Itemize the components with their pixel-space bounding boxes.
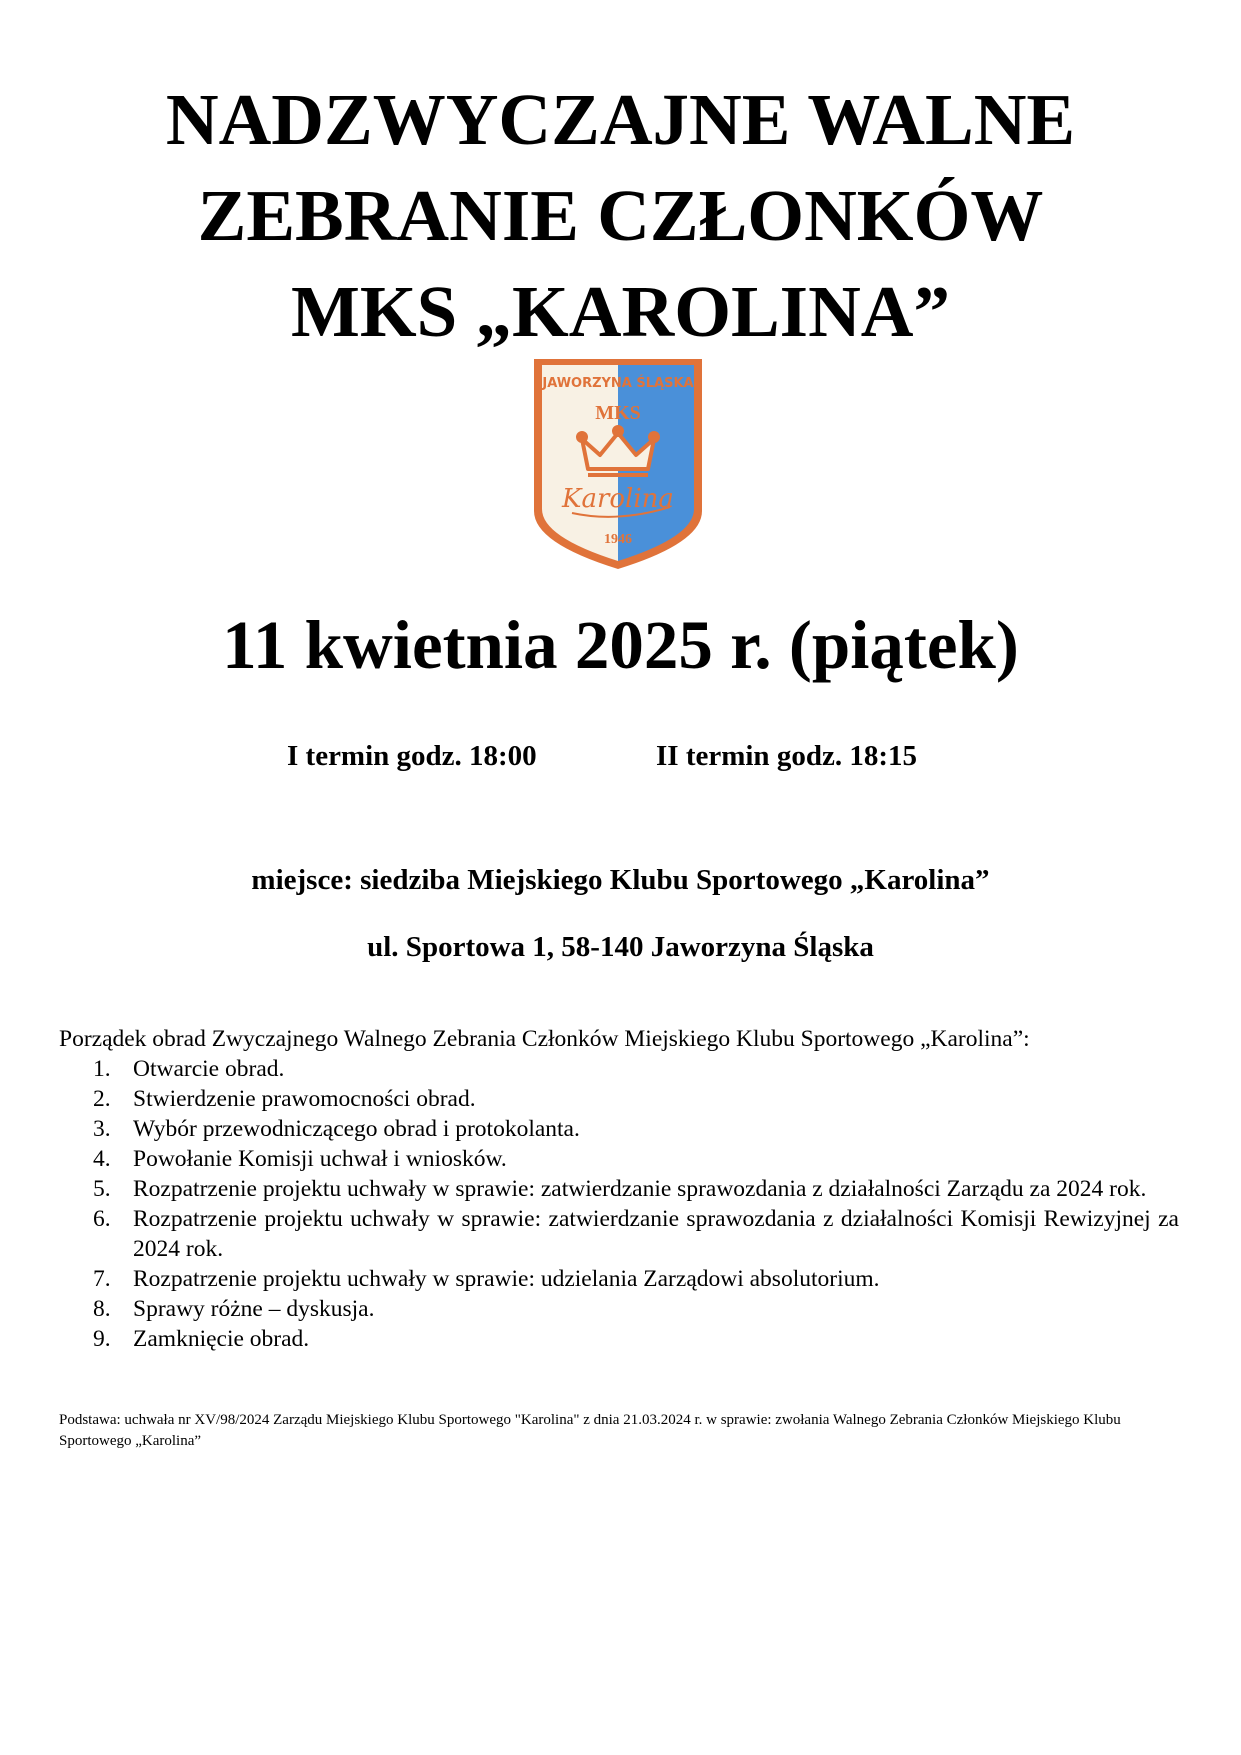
- agenda-item-number: 7.: [93, 1266, 111, 1292]
- agenda-item-number: 5.: [93, 1176, 111, 1202]
- agenda-list: [59, 1054, 1179, 1354]
- agenda-item: [59, 1294, 1179, 1324]
- agenda-item: [59, 1324, 1179, 1354]
- agenda-item-text: Powołanie Komisji uchwał i wniosków.: [133, 1146, 507, 1172]
- agenda-item: [59, 1174, 1179, 1204]
- meeting-date: 11 kwietnia 2025 r. (piątek): [222, 607, 1019, 683]
- title-line-3: MKS „KAROLINA”: [290, 271, 951, 352]
- crest-abbr: MKS: [595, 402, 641, 424]
- agenda-item-number: 1.: [93, 1056, 111, 1082]
- agenda-item-text: Rozpatrzenie projektu uchwały w sprawie: zatwierdzanie sprawozdania z działalności Komisji Rewizyjnej za 2024 rok.: [133, 1206, 1179, 1262]
- agenda-item: [59, 1264, 1179, 1294]
- agenda-item-number: 4.: [93, 1146, 111, 1172]
- agenda-item-number: 6.: [93, 1206, 111, 1232]
- agenda-item: [59, 1084, 1179, 1114]
- agenda-item-text: Otwarcie obrad.: [133, 1056, 285, 1082]
- agenda-item-text: Rozpatrzenie projektu uchwały w sprawie: zatwierdzanie sprawozdania z działalności Zarządu za 2024 rok.: [133, 1176, 1147, 1202]
- agenda: [59, 1024, 1179, 1354]
- first-term-time: I termin godz. 18:00: [287, 740, 537, 772]
- meeting-place: miejsce: siedziba Miejskiego Klubu Sportowego „Karolina”: [251, 864, 990, 896]
- page-title: [0, 72, 1241, 360]
- agenda-item: [59, 1144, 1179, 1174]
- crest-top-text: JAWORZYNA ŚLĄSKA: [542, 376, 694, 391]
- crest-script-name: Karolina: [562, 484, 674, 514]
- agenda-item-number: 2.: [93, 1086, 111, 1112]
- agenda-item-text: Stwierdzenie prawomocności obrad.: [133, 1086, 476, 1112]
- agenda-item: [59, 1054, 1179, 1084]
- agenda-intro: Porządek obrad Zwyczajnego Walnego Zebrania Członków Miejskiego Klubu Sportowego „Karolina”:: [59, 1026, 1030, 1052]
- agenda-item-number: 3.: [93, 1116, 111, 1142]
- legal-basis-footnote: Podstawa: uchwała nr XV/98/2024 Zarządu Miejskiego Klubu Sportowego "Karolina" z dnia 21.03.2024 r. w sprawie: zwołania Walnego Zebrania Członków Miejskiego Klubu Sportowego „Karolina”: [59, 1412, 1121, 1449]
- agenda-item-text: Rozpatrzenie projektu uchwały w sprawie: udzielania Zarządowi absolutorium.: [133, 1266, 880, 1292]
- agenda-item-text: Sprawy różne – dyskusja.: [133, 1296, 375, 1322]
- agenda-item: [59, 1204, 1179, 1264]
- crest-year: 1946: [604, 532, 632, 547]
- agenda-item-number: 8.: [93, 1296, 111, 1322]
- agenda-item-number: 9.: [93, 1326, 111, 1352]
- club-crest-logo: [532, 357, 704, 571]
- agenda-item-text: Zamknięcie obrad.: [133, 1326, 310, 1352]
- agenda-item-text: Wybór przewodniczącego obrad i protokolanta.: [133, 1116, 580, 1142]
- title-line-2: ZEBRANIE CZŁONKÓW: [197, 175, 1044, 256]
- second-term-time: II termin godz. 18:15: [656, 740, 917, 772]
- agenda-item: [59, 1114, 1179, 1144]
- title-line-1: NADZWYCZAJNE WALNE: [165, 79, 1076, 160]
- meeting-address: ul. Sportowa 1, 58-140 Jaworzyna Śląska: [367, 931, 874, 963]
